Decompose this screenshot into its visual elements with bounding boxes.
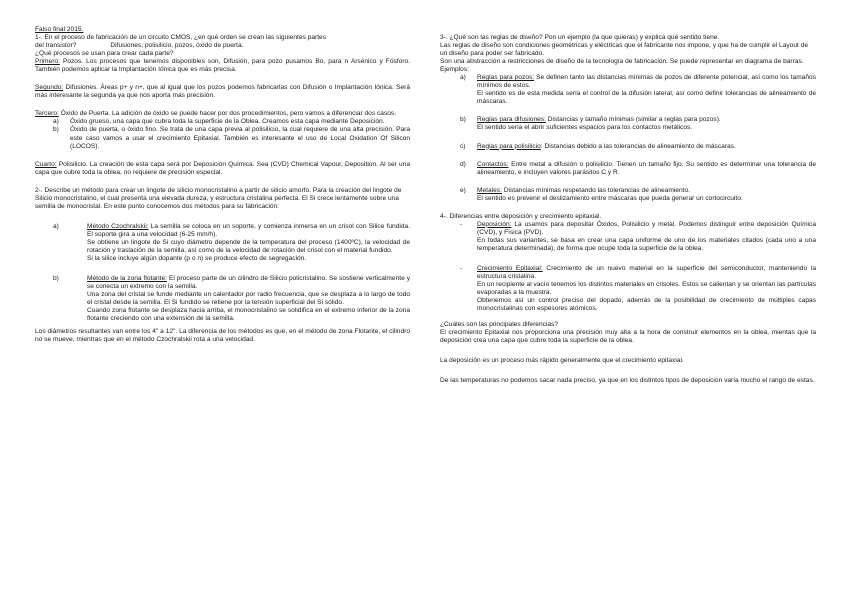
answer-primero: Primero: Pozos. Los procesos que tenemos disponibles son, Difusión, para pozo pusamos Bo, para n Arsénico y Fósforo. También podemos aplicar la Implantación Iónica que es más precisa. xyxy=(35,58,410,74)
examples-heading: Ejemplos: xyxy=(440,66,469,74)
answer-tercero: Tercero: Óxido de Puerta. La adición de óxido se puede hacer por dos procedimientos, pero vamos a diferenciar dos casos. xyxy=(35,110,397,118)
left-column xyxy=(35,0,410,344)
method-a: a) Método Czochralskii: La semilla se coloca en un soporte, y comienza inmersa en un crisol con Silice fundida. El soporte gira a una velocidad (6-25 mm/h). Se obtiene un lingote de Si cuyo diámetro depende de la temperatura del proceso (1400ºC), la velocidad de rotación y traslación de la semilla, así como de la velocidad de rotación del crisol con el material fundido. Si la silice incluye algún dopante (p o n) se produce efecto de segregación. xyxy=(53,222,410,263)
question-1-subquestion: ¿Qué procesos se usan para crear cada parte? xyxy=(35,50,174,58)
answer-cuarto: Cuarto: Polisilicio. La creación de esta capa será por Deposición Química. Sea (CVD) Chemical Vapour, Deposition. Al ser una capa que cubre toda la oblea, no requiere de precisión especial. xyxy=(35,160,410,176)
rule-e: e) Metales: Distancias mínimas respetando las tolerancias de alineamiento. El sentido es prevenir el deslizamiento entre máscaras que pueda generar un cortocircuito. xyxy=(460,186,743,202)
question-4: 4-. Diferencias entre deposición y crecimiento epitaxial. xyxy=(440,212,602,220)
rule-c: c) Reglas para polisilicio: Distancias debido a las tolerancias de alineamiento de máscaras. xyxy=(460,142,736,150)
document-title: Falso final 2015. xyxy=(35,26,84,33)
method-b: b) Método de la zona flotante: El proceso parte de un cilindro de Silicio policristalino. Se sostiene verticalmente y se conecta un extremo con la semilla. Una zona del cristal se funde mediante un calentador por radio frecuencia, que se desplaza a lo largo de todo el cristal desde la semilla. El Si fundido se retiene por la tensión superficial del Si sólido. Cuando zona flotante se desplaza hacia arriba, el monocristalino se solidifica en el extremo inferior de la zona flotante creciendo con una extensión de la semilla. xyxy=(53,275,410,323)
question-2-conclusion: Los diámetros resultantes van entre los 4" a 12". La diferencia de los métodos es que, en el método de zona Flotante, el cilindro no se mueve, mientras que en el método Czochralskii rota a una velocidad. xyxy=(35,328,410,344)
question-2: 2-. Describe un método para crear un lingote de silicio monocristalino a partir de silicio amorfo. Para la creación del lingote de Silicio monocristalino, el cual presenta una elevada dureza, y estructura cristalina perfecta. El Si crece lentamente sobre una semilla de monocristal. En este punto conocemos dos métodos para su fabricación: xyxy=(35,186,402,210)
deposition-item: - Deposición: La usamos para depositar Óxidos, Polisilicio y metal. Podemos distinguir entre deposición Química (CVD), y Física (PVD). En todas sus variantes, se basa en crear una capa uniforme de uno de los materiales citados (cada uno a una temperatura determinada), de forma que ocupe toda la superficie de la oblea. xyxy=(460,220,816,252)
tercero-item-a: a) Óxido grueso, una capa que cubra toda la superficie de la Oblea. Creamos esta capa mediante Deposición. xyxy=(53,118,385,126)
question-1-parts: del transistor? Difusiones, polisilicio, pozos, óxido de puerta. xyxy=(35,42,244,50)
question-3-answer: Las reglas de diseño son condiciones geométricas y eléctricas que el fabricante nos impone, y que ha de cumplir el Layout de un diseño para poder ser fabricado. xyxy=(440,42,809,58)
differences-answer-2: La deposición es un proceso más rápido generalmente que el crecimiento epitaxial. xyxy=(440,357,684,365)
answer-segundo: Segundo: Difusiones. Áreas p+ y n+, que al igual que los pozos podemos fabricarlas con Difusión o Implantación Iónica. Será más interesante la segunda ya que nos aporta más precisión. xyxy=(35,84,410,100)
question-1-line: 1-. En el proceso de fabricación de un circuito CMOS, ¿en qué orden se crean las siguientes partes xyxy=(35,34,327,42)
differences-answer-3: De las temperaturas no podemos sacar nada preciso, ya que en los distintos tipos de deposición varía mucho el rango de estas. xyxy=(440,377,815,385)
question-3-answer-2: Son una abstracción a restricciones de diseño de la tecnología de fabricación. Se puede representar en diagrama de barras. xyxy=(440,58,804,66)
rule-d: d) Contactos: Entre metal a difusión o polisilicio. Tienen un tamaño fijo. Su sentido es determinar una tolerancia de alineamiento, e incluyen valores parásitos C y R. xyxy=(460,160,816,176)
question-3: 3-. ¿Qué son las reglas de diseño? Pon un ejemplo (la que quieras) y explica qué sentido tiene. xyxy=(440,34,720,41)
rule-b: b) Reglas para difusiones: Distancias y tamaño mínimas (similar a reglas para pozos). El sentido sería el abrir suficientes espacios para los contactos metálicos. xyxy=(460,116,721,132)
rule-a: a) Reglas para pozos: Se definen tanto las distancias mínimas de pozos de diferente potencial, así como los tamaños mínimos de estos. El sentido es de esta medida sería el control de la difusión lateral, así como definir tolerancias de alineamiento de máscaras. xyxy=(460,74,816,106)
tercero-item-b: b) Óxido de puerta, o óxido fino. Se trata de una capa previa al polisilicio, la cual requiere de una alta precisión. Para este caso vamos a usar el crecimiento Epitaxial. También es interesante el uso de Local Oxidation Of Silicon (LOCOS). xyxy=(53,126,410,150)
differences-question: ¿Cuáles son las principales diferencias? xyxy=(440,321,559,329)
right-column xyxy=(440,0,816,386)
differences-answer: El crecimiento Epitaxial nos proporciona una precisión muy alta a la hora de construir elementos en la oblea, mientas que la deposición crea una capa que cubre toda la superficie de la oblea. xyxy=(440,329,816,345)
epitaxial-item: - Crecimiento Epitaxial: Crecimiento de un nuevo material en la superficie del semiconductor, manteniendo la estructura cristalina. En un recipiente al vacío tenemos los distintos materiales en crisoles. Estos se calientan y se orientan las partículas evaporadas a la muestra. Obtenemos así un control preciso del dopado, además de la posibilidad de crecimiento de múltiples capas monocristalinas con espesores atómicos. xyxy=(460,264,817,313)
